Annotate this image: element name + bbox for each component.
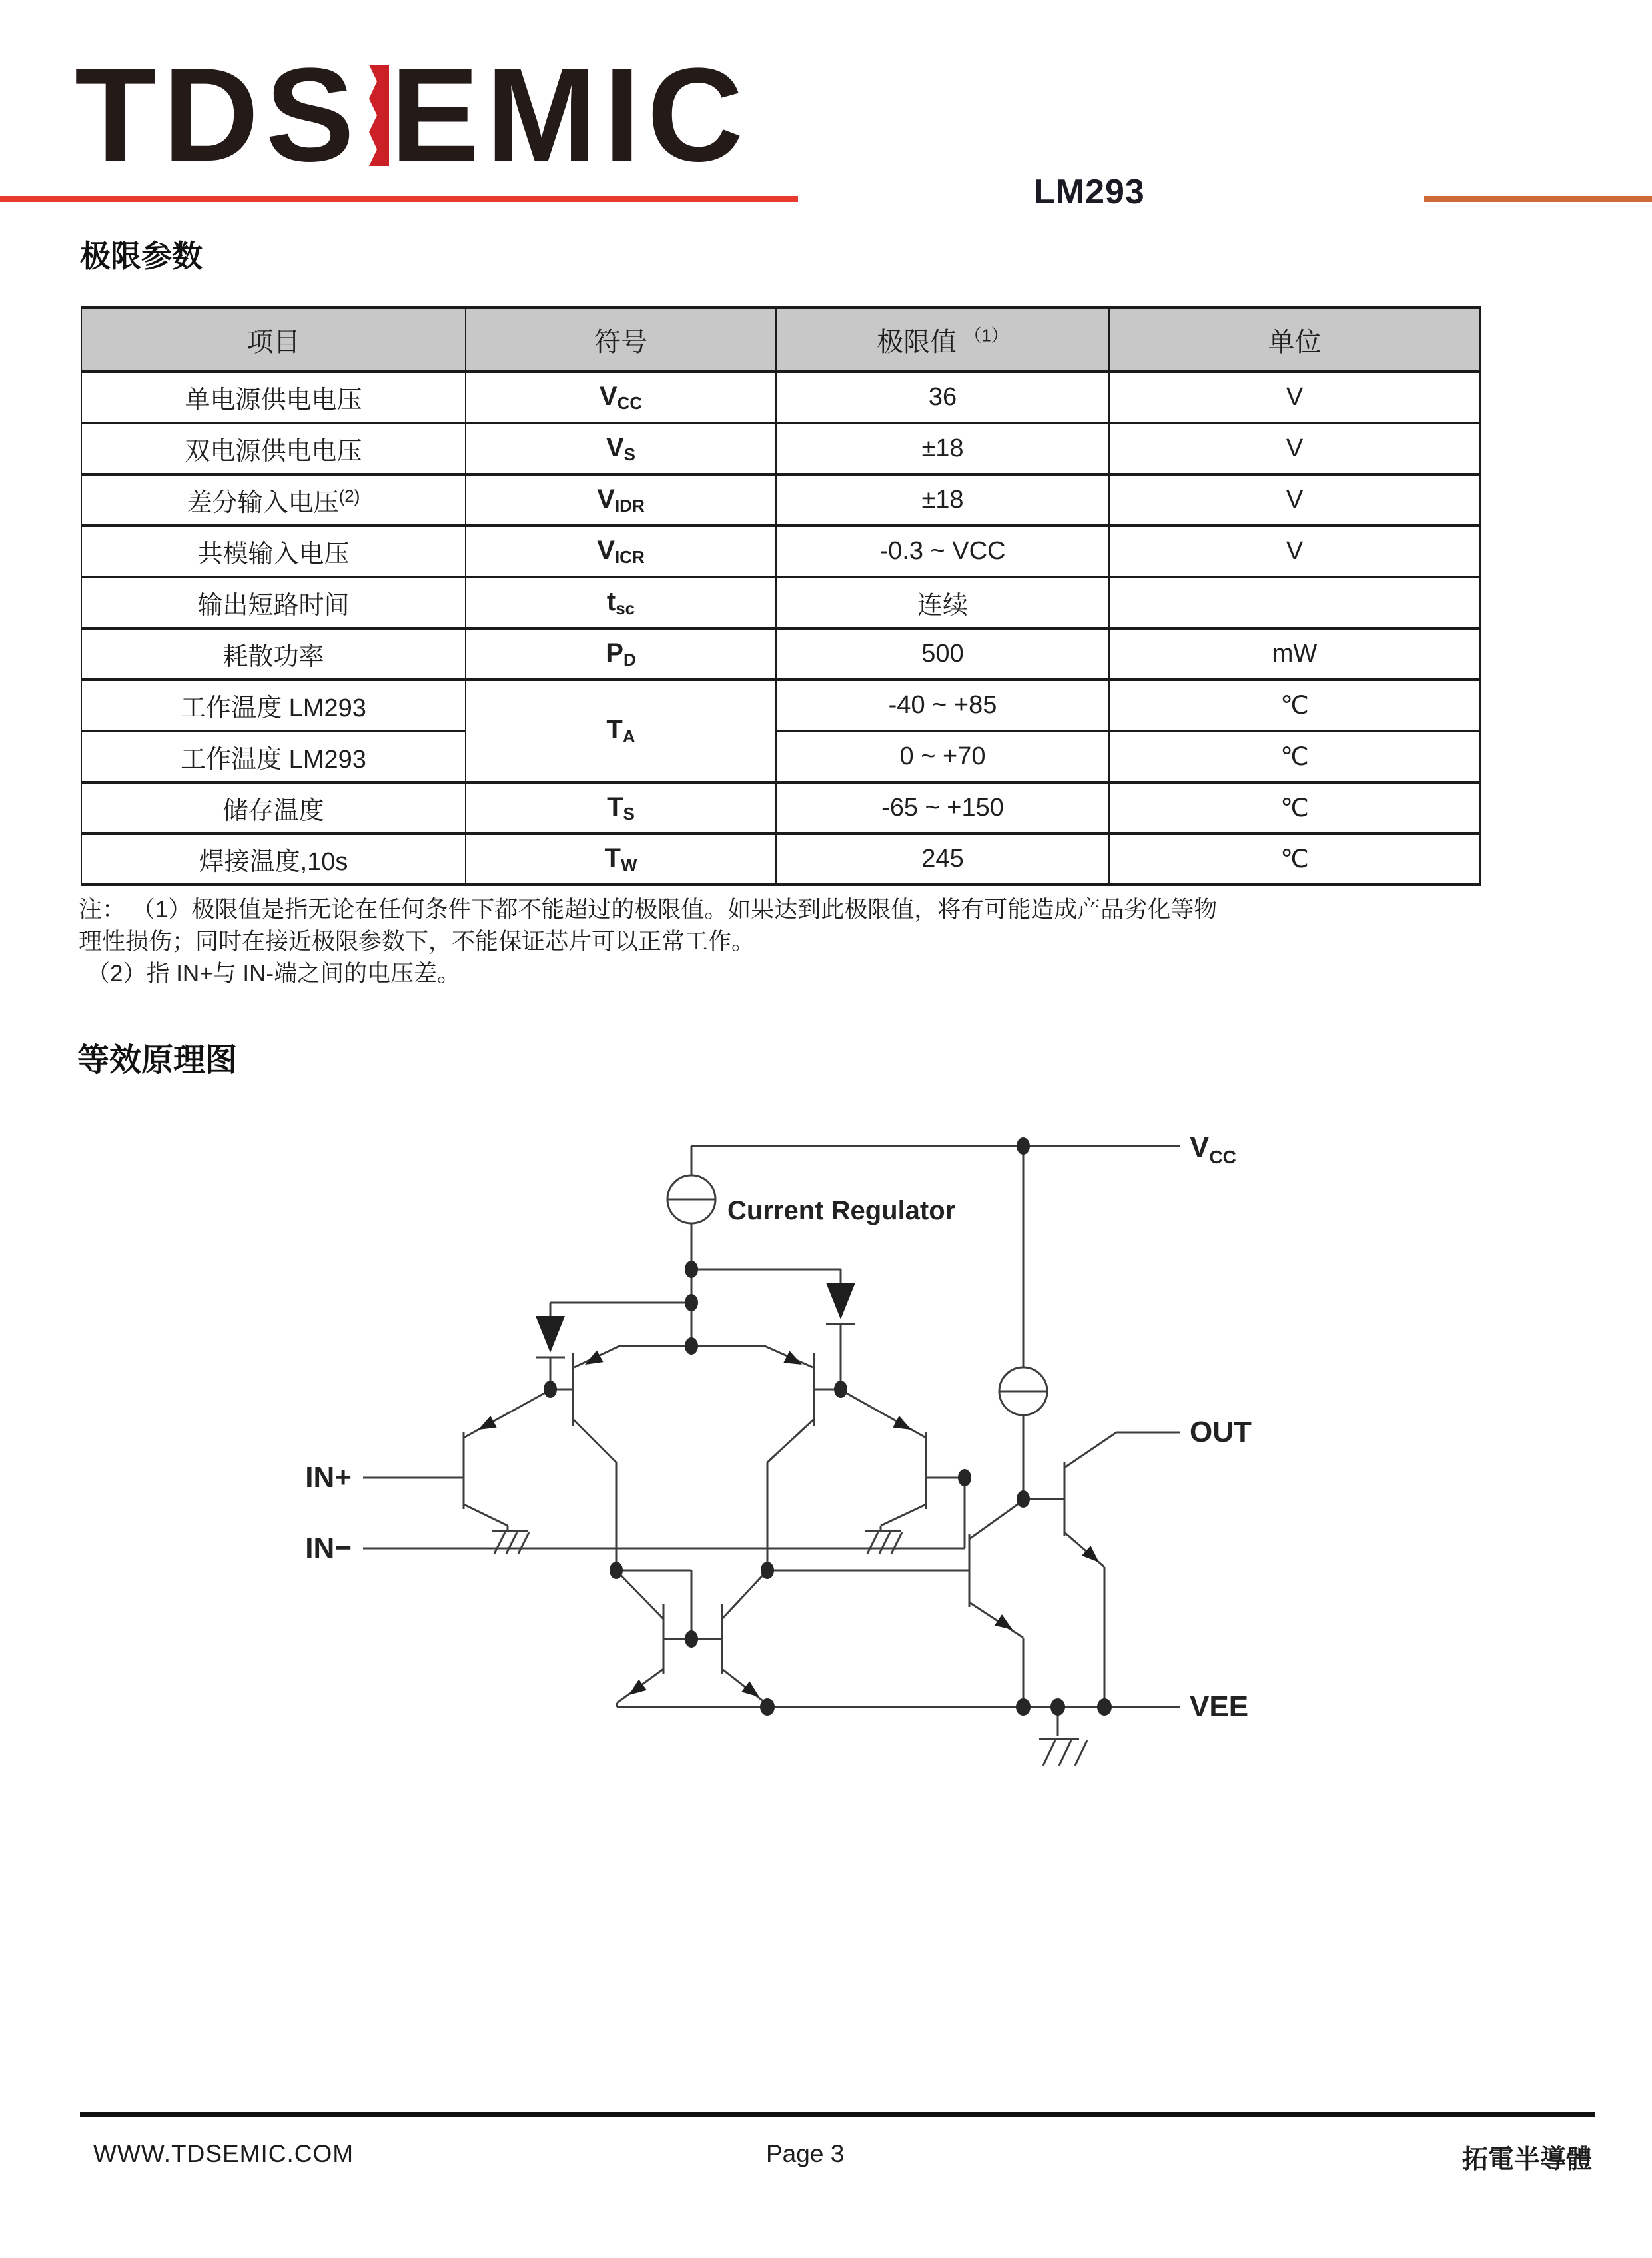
footer-divider bbox=[80, 2112, 1595, 2117]
in-minus-label: IN− bbox=[305, 1532, 352, 1564]
table-row: 差分输入电压$^{(2)}$ $V_{IDR}$ ±18 V bbox=[81, 474, 1480, 526]
col-header-limit: 极限值 $^{(1)}$ bbox=[776, 308, 1109, 372]
section-title-abs-max: 极限参数 bbox=[80, 239, 203, 273]
col-header-symbol: 符号 bbox=[466, 308, 776, 372]
out-label: OUT bbox=[1190, 1416, 1252, 1448]
company-logo bbox=[75, 41, 750, 189]
header-rule-right bbox=[1424, 196, 1652, 202]
table-row: 双电源供电电压 $V_S$ ±18 V bbox=[81, 423, 1480, 474]
logo-text-right: EMIC bbox=[390, 41, 750, 189]
header-rule-left bbox=[0, 196, 798, 202]
transistor-arrow-icon bbox=[475, 1351, 1103, 1702]
merged-symbol-cell: $T_A$ bbox=[466, 680, 776, 782]
section-title-schematic: 等效原理图 bbox=[77, 1043, 238, 1078]
equivalent-schematic-figure bbox=[266, 1099, 1266, 1832]
logo-red-stripe-icon bbox=[358, 65, 389, 166]
note-line: （2）指 IN+与 IN-端之间的电压差。 bbox=[87, 961, 461, 987]
table-row: 工作温度 LM293 $T_A$ -40 ~ +85 ℃ bbox=[81, 680, 1480, 731]
footer-company-name: 拓電半導體 bbox=[1461, 2145, 1592, 2174]
note-line: 理性损伤；同时在接近极限参数下，不能保证芯片可以正常工作。 bbox=[79, 929, 755, 955]
footer-page-number: Page 3 bbox=[766, 2140, 845, 2167]
table-header-row bbox=[81, 308, 1480, 372]
vcc-label: $V_{CC}$ bbox=[1190, 1131, 1236, 1167]
abs-max-table-container bbox=[81, 306, 1481, 886]
abs-max-table bbox=[81, 306, 1481, 886]
part-number-title: LM293 bbox=[1034, 173, 1145, 211]
current-regulator-label: Current Regulator bbox=[727, 1196, 956, 1225]
vee-label: VEE bbox=[1190, 1690, 1249, 1723]
in-plus-label: IN+ bbox=[305, 1461, 352, 1494]
table-row: 耗散功率 $P_D$ 500 mW bbox=[81, 628, 1480, 680]
table-row: 焊接温度,10s $T_W$ 245 ℃ bbox=[81, 834, 1480, 885]
logo-text-left: TDS bbox=[75, 41, 361, 189]
table-row: 工作温度 LM293 0 ~ +70 ℃ bbox=[81, 731, 1480, 782]
footer-website: WWW.TDSEMIC.COM bbox=[93, 2140, 354, 2167]
note-line: 注： （1）极限值是指无论在任何条件下都不能超过的极限值。如果达到此极限值，将有可能造成产品劣化等物 bbox=[79, 897, 1218, 923]
table-row: 储存温度 $T_S$ -65 ~ +150 ℃ bbox=[81, 782, 1480, 834]
col-header-unit: 单位 bbox=[1109, 308, 1480, 372]
table-notes bbox=[79, 894, 1217, 990]
col-header-item: 项目 bbox=[81, 308, 466, 372]
table-row: 共模输入电压 $V_{ICR}$ -0.3 ~ VCC V bbox=[81, 526, 1480, 577]
table-row: 输出短路时间 $t_{sc}$ 连续 bbox=[81, 577, 1480, 628]
table-row: 单电源供电电压 $V_{CC}$ 36 V bbox=[81, 372, 1480, 423]
